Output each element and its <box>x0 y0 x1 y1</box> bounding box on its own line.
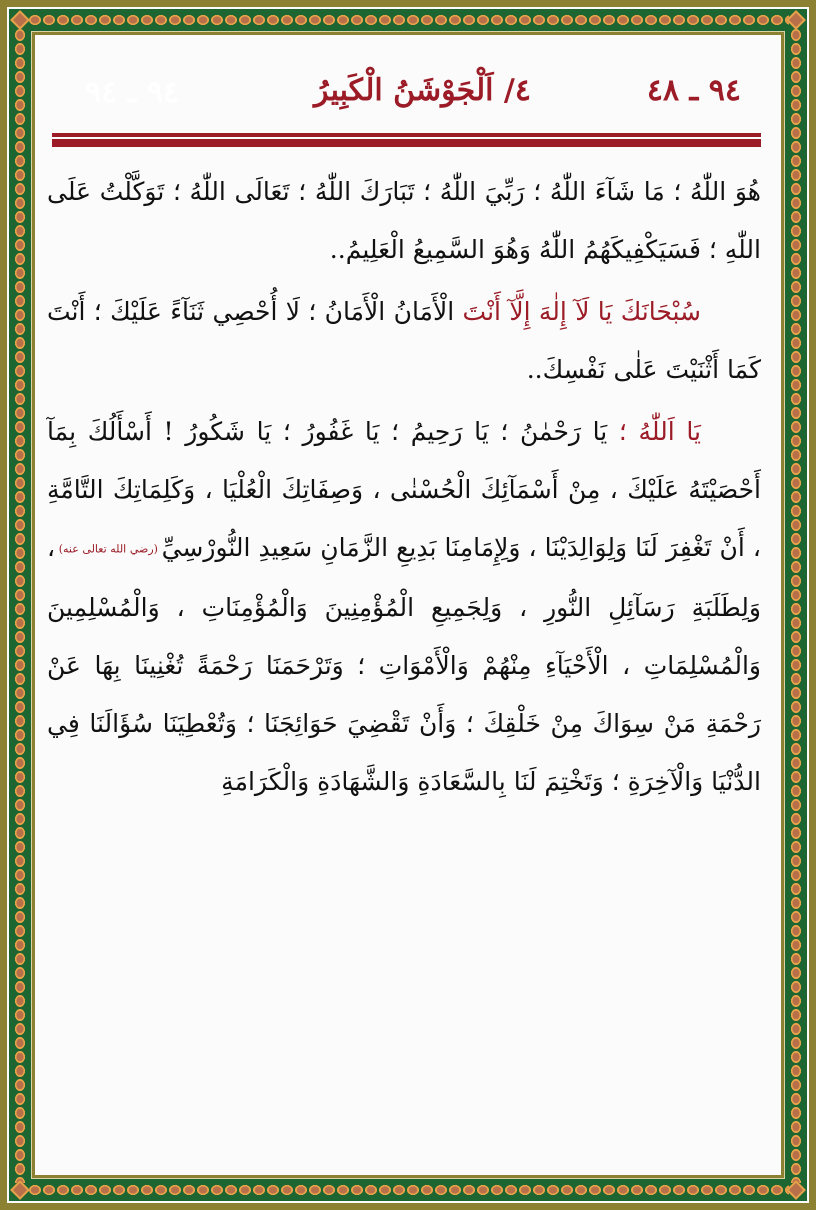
border-pattern-bottom <box>27 1180 789 1200</box>
text-segment: هُوَ اللّٰهُ ؛ مَا شَآءَ اللّٰهُ ؛ رَبِّيَ اللّٰهُ ؛ تَبَارَكَ اللّٰهُ ؛ تَعَالَى اللّٰهُ ؛ تَوَكَّلْتُ عَلَى اللّٰهِ ؛ فَسَيَكْفِيكَهُمُ اللّٰهُ وَهُوَ السَّمِيعُ الْعَلِيمُ.. <box>47 177 761 264</box>
header-rule-thin <box>52 133 761 137</box>
border-pattern-top <box>27 10 789 30</box>
paragraph-3 <box>47 403 761 811</box>
honorific-icon: (رضي الله تعالى عنه) <box>55 542 162 556</box>
paragraph-1 <box>47 163 761 279</box>
text-segment: ، وَلِطَلَبَةِ رَسَآئِلِ النُّورِ ، وَلِجَمِيعِ الْمُؤْمِنِينَ وَالْمُؤْمِنَاتِ ، وَالْمُسْلِمِينَ وَالْمُسْلِمَاتِ ، الْأَحْيَآءِ مِنْهُمْ وَالْأَمْوَاتِ ؛ وَتَرْحَمَنَا رَحْمَةً تُغْنِينَا بِهَا عَنْ رَحْمَةِ مَنْ سِوَاكَ مِنْ خَلْقِكَ ؛ وَأَنْ تَقْضِيَ حَوَائِجَنَا ؛ وَتُعْطِيَنَا سُؤَالَنَا فِي الدُّنْيَا وَالْآخِرَةِ ؛ وَتَخْتِمَ لَنَا بِالسَّعَادَةِ وَالشَّهَادَةِ وَالْكَرَامَةِ <box>47 533 761 796</box>
page-header <box>55 73 761 113</box>
text-segment: يَا رَحْمٰنُ ؛ يَا رَحِيمُ ؛ يَا غَفُورُ ؛ يَا شَكُورُ ! أَسْأَلُكَ بِمَآ أَحْصَيْتَهُ عَلَيْكَ ، مِنْ أَسْمَآئِكَ الْحُسْنٰى ، وَصِفَاتِكَ الْعُلْيَا ، وَكَلِمَاتِكَ التَّامَّةِ ، أَنْ تَغْفِرَ لَنَا وَلِوَالِدَيْنَا ، وَلِإِمَامِنَا بَدِيعِ الزَّمَانِ سَعِيدِ النُّورْسِيِّ <box>47 417 761 562</box>
border-pattern-left <box>10 27 30 1183</box>
section-title: ٤/ اَلْجَوْشَنُ الْكَبِيرُ <box>314 73 531 108</box>
header-rule-thick <box>52 139 761 147</box>
prayer-text <box>47 163 761 811</box>
faded-watermark: ٩٤ ـ ٩٤ <box>85 75 180 110</box>
page-content <box>35 35 781 1175</box>
paragraph-2 <box>47 283 761 399</box>
highlighted-phrase: سُبْحَانَكَ يَا لَآ إِلٰهَ إِلَّآ أَنْتَ <box>462 297 701 326</box>
page-number: ٩٤ ـ ٤٨ <box>646 73 741 108</box>
text-segment: الْأَمَانُ الْأَمَانُ ؛ لَا أُحْصِي ثَنَآءً عَلَيْكَ ؛ أَنْتَ كَمَا أَثْنَيْتَ عَلٰى نَفْسِكَ.. <box>47 297 761 384</box>
corner-ornament-icon <box>786 1180 806 1200</box>
highlighted-phrase: يَا اَللّٰهُ ؛ <box>618 417 701 446</box>
border-pattern-right <box>786 27 806 1183</box>
